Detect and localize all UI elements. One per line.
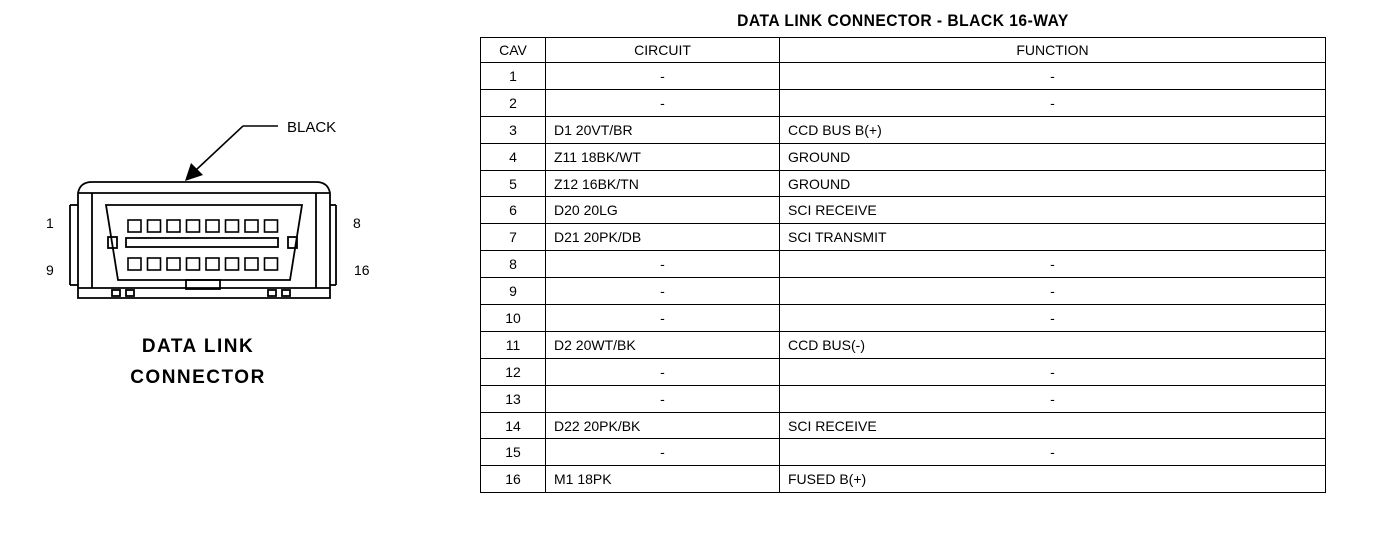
cav-cell: 5	[481, 170, 546, 197]
pin-cell-2	[148, 220, 161, 232]
pin-cell-7	[245, 220, 258, 232]
pin-cell-3	[167, 220, 180, 232]
function-cell: FUSED B(+)	[780, 466, 1326, 493]
cav-cell: 3	[481, 116, 546, 143]
table-row	[481, 305, 1326, 332]
function-cell: CCD BUS(-)	[780, 331, 1326, 358]
function-cell: -	[780, 63, 1326, 90]
pin-cell-6	[226, 220, 239, 232]
table-row	[481, 466, 1326, 493]
black-callout-arrow	[196, 126, 278, 170]
circuit-cell: -	[546, 63, 780, 90]
function-cell: -	[780, 251, 1326, 278]
circuit-cell: -	[546, 358, 780, 385]
pin-label-1: 1	[46, 215, 54, 231]
circuit-cell: Z12 16BK/TN	[546, 170, 780, 197]
function-cell: -	[780, 305, 1326, 332]
pin-cell-15	[245, 258, 258, 270]
circuit-cell: -	[546, 278, 780, 305]
function-cell: SCI RECEIVE	[780, 197, 1326, 224]
connector-name-line-2: CONNECTOR	[130, 367, 266, 388]
connector-housing	[70, 182, 336, 298]
pin-cell-10	[148, 258, 161, 270]
pin-cell-8	[265, 220, 278, 232]
cav-cell: 13	[481, 385, 546, 412]
circuit-cell: -	[546, 439, 780, 466]
table-row	[481, 358, 1326, 385]
cav-cell: 11	[481, 331, 546, 358]
cav-cell: 14	[481, 412, 546, 439]
table-row	[481, 331, 1326, 358]
table-row	[481, 224, 1326, 251]
table-row	[481, 385, 1326, 412]
function-cell: -	[780, 89, 1326, 116]
function-cell: -	[780, 278, 1326, 305]
circuit-cell: M1 18PK	[546, 466, 780, 493]
table-row	[481, 278, 1326, 305]
pin-label-16: 16	[354, 262, 370, 278]
cav-cell: 10	[481, 305, 546, 332]
table-row	[481, 412, 1326, 439]
circuit-cell: D1 20VT/BR	[546, 116, 780, 143]
table-row	[481, 63, 1326, 90]
connector-color-label: BLACK	[287, 119, 337, 136]
cav-cell: 4	[481, 143, 546, 170]
cav-cell: 15	[481, 439, 546, 466]
cav-cell: 9	[481, 278, 546, 305]
table-title: DATA LINK CONNECTOR - BLACK 16-WAY	[737, 11, 1069, 30]
cav-cell: 8	[481, 251, 546, 278]
circuit-cell: -	[546, 251, 780, 278]
cav-cell: 12	[481, 358, 546, 385]
pin-cell-11	[167, 258, 180, 270]
function-cell: SCI RECEIVE	[780, 412, 1326, 439]
circuit-cell: D2 20WT/BK	[546, 331, 780, 358]
table-row	[481, 143, 1326, 170]
connector-name-line-1: DATA LINK	[141, 336, 255, 357]
header-cav: CAV	[481, 38, 546, 63]
table-row	[481, 197, 1326, 224]
circuit-cell: D20 20LG	[546, 197, 780, 224]
header-function: FUNCTION	[780, 38, 1326, 63]
pin-cell-13	[206, 258, 219, 270]
function-cell: SCI TRANSMIT	[780, 224, 1326, 251]
pin-cell-14	[226, 258, 239, 270]
header-circuit: CIRCUIT	[546, 38, 780, 63]
cav-cell: 7	[481, 224, 546, 251]
function-cell: GROUND	[780, 143, 1326, 170]
table-row	[481, 116, 1326, 143]
circuit-cell: -	[546, 305, 780, 332]
function-cell: -	[780, 439, 1326, 466]
connector-pins	[128, 220, 278, 270]
pin-cell-4	[187, 220, 200, 232]
cav-cell: 6	[481, 197, 546, 224]
function-cell: -	[780, 385, 1326, 412]
function-cell: -	[780, 358, 1326, 385]
pin-label-8: 8	[353, 215, 361, 231]
pin-cell-1	[128, 220, 141, 232]
table-row	[481, 89, 1326, 116]
pin-cell-9	[128, 258, 141, 270]
pin-cell-5	[206, 220, 219, 232]
cav-cell: 2	[481, 89, 546, 116]
pin-cell-12	[187, 258, 200, 270]
pin-cell-16	[265, 258, 278, 270]
circuit-cell: D22 20PK/BK	[546, 412, 780, 439]
circuit-cell: D21 20PK/DB	[546, 224, 780, 251]
circuit-cell: -	[546, 385, 780, 412]
circuit-cell: -	[546, 89, 780, 116]
pin-label-9: 9	[46, 262, 54, 278]
function-cell: CCD BUS B(+)	[780, 116, 1326, 143]
table-row	[481, 439, 1326, 466]
cav-cell: 1	[481, 63, 546, 90]
table-header-row	[481, 38, 1326, 63]
circuit-cell: Z11 18BK/WT	[546, 143, 780, 170]
connector-diagram	[0, 0, 470, 540]
pinout-table	[480, 37, 1326, 493]
pinout-table-body	[481, 63, 1326, 493]
table-row	[481, 170, 1326, 197]
table-row	[481, 251, 1326, 278]
function-cell: GROUND	[780, 170, 1326, 197]
cav-cell: 16	[481, 466, 546, 493]
